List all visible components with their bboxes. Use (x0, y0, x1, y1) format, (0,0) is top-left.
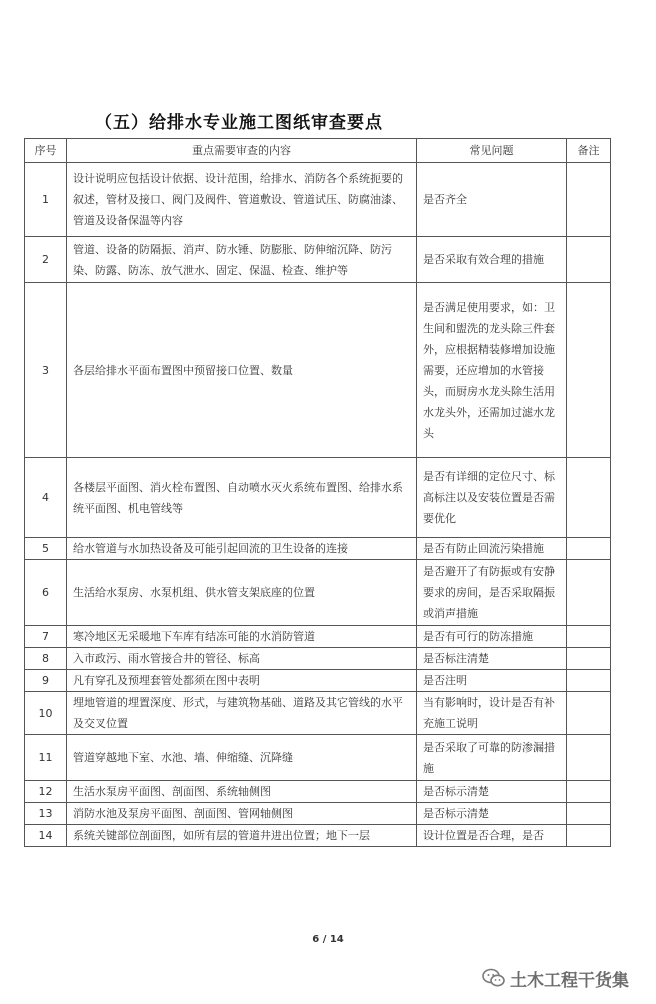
table-body (25, 163, 611, 847)
row-issue: 是否采取有效合理的措施 (417, 237, 567, 283)
row-content: 生活给水泵房、水泵机组、供水管支架底座的位置 (67, 560, 417, 626)
row-remark (567, 670, 611, 692)
header-issue: 常见问题 (417, 139, 567, 163)
row-number: 12 (25, 781, 67, 803)
row-content: 埋地管道的埋置深度、形式，与建筑物基础、道路及其它管线的水平及交叉位置 (67, 692, 417, 735)
table-row (25, 626, 611, 648)
table-row (25, 781, 611, 803)
row-number: 7 (25, 626, 67, 648)
row-number: 4 (25, 458, 67, 538)
table-row (25, 283, 611, 458)
table-row (25, 538, 611, 560)
row-number: 3 (25, 283, 67, 458)
row-issue: 是否避开了有防振或有安静要求的房间，是否采取隔振或消声措施 (417, 560, 567, 626)
section-title: （五）给排水专业施工图纸审查要点 (95, 113, 383, 133)
row-content: 管道穿越地下室、水池、墙、伸缩缝、沉降缝 (67, 735, 417, 781)
row-number: 11 (25, 735, 67, 781)
table-header-row (25, 139, 611, 163)
row-remark (567, 626, 611, 648)
row-content: 给水管道与水加热设备及可能引起回流的卫生设备的连接 (67, 538, 417, 560)
row-issue: 是否注明 (417, 670, 567, 692)
table-row (25, 648, 611, 670)
row-number: 1 (25, 163, 67, 237)
table-row (25, 458, 611, 538)
row-content: 设计说明应包括设计依据、设计范围，给排水、消防各个系统扼要的叙述，管材及接口、阀门及阀件、管道敷设、管道试压、防腐油漆、管道及设备保温等内容 (67, 163, 417, 237)
review-table (24, 138, 611, 847)
row-remark (567, 458, 611, 538)
row-content: 各楼层平面图、消火栓布置图、自动喷水灭火系统布置图、给排水系统平面图、机电管线等 (67, 458, 417, 538)
row-remark (567, 735, 611, 781)
row-issue: 是否采取了可靠的防渗漏措施 (417, 735, 567, 781)
row-content: 管道、设备的防隔振、消声、防水锤、防膨胀、防伸缩沉降、防污染、防露、防冻、放气泄水、固定、保温、检查、维护等 (67, 237, 417, 283)
row-number: 14 (25, 825, 67, 847)
row-content: 各层给排水平面布置图中预留接口位置、数量 (67, 283, 417, 458)
row-number: 13 (25, 803, 67, 825)
page-number: 6 / 14 (312, 934, 344, 945)
table-row (25, 560, 611, 626)
watermark (482, 966, 629, 990)
header-content: 重点需要审查的内容 (67, 139, 417, 163)
table-row (25, 163, 611, 237)
row-number: 10 (25, 692, 67, 735)
row-remark (567, 237, 611, 283)
row-content: 生活水泵房平面图、剖面图、系统轴侧图 (67, 781, 417, 803)
row-content: 凡有穿孔及预埋套管处都须在图中表明 (67, 670, 417, 692)
row-issue: 是否齐全 (417, 163, 567, 237)
table-row (25, 735, 611, 781)
row-number: 6 (25, 560, 67, 626)
row-issue: 是否有可行的防冻措施 (417, 626, 567, 648)
row-remark (567, 648, 611, 670)
row-remark (567, 283, 611, 458)
row-remark (567, 538, 611, 560)
header-remark: 备注 (567, 139, 611, 163)
row-number: 9 (25, 670, 67, 692)
row-issue: 是否有详细的定位尺寸、标高标注以及安装位置是否需要优化 (417, 458, 567, 538)
row-remark (567, 781, 611, 803)
table-row (25, 803, 611, 825)
row-content: 寒冷地区无采暖地下车库有结冻可能的水消防管道 (67, 626, 417, 648)
row-remark (567, 560, 611, 626)
header-num: 序号 (25, 139, 67, 163)
row-content: 消防水池及泵房平面图、剖面图、管网轴侧图 (67, 803, 417, 825)
row-number: 5 (25, 538, 67, 560)
table-row (25, 825, 611, 847)
row-number: 2 (25, 237, 67, 283)
row-number: 8 (25, 648, 67, 670)
row-issue: 当有影响时，设计是否有补充施工说明 (417, 692, 567, 735)
row-issue: 设计位置是否合理，是否 (417, 825, 567, 847)
row-content: 入市政污、雨水管接合井的管径、标高 (67, 648, 417, 670)
row-content: 系统关键部位剖面图，如所有层的管道井进出位置；地下一层 (67, 825, 417, 847)
row-issue: 是否满足使用要求，如：卫生间和盥洗的龙头除三件套外，应根据精装修增加设施需要，还应增加的水管接头，而厨房水龙头除生活用水龙头外，还需加过滤水龙头 (417, 283, 567, 458)
row-remark (567, 825, 611, 847)
table-row (25, 237, 611, 283)
table-row (25, 692, 611, 735)
row-remark (567, 692, 611, 735)
table-row (25, 670, 611, 692)
row-remark (567, 163, 611, 237)
row-issue: 是否标示清楚 (417, 803, 567, 825)
wechat-icon (482, 967, 506, 989)
watermark-text: 土木工程干货集 (510, 970, 629, 991)
row-issue: 是否有防止回流污染措施 (417, 538, 567, 560)
row-remark (567, 803, 611, 825)
row-issue: 是否标示清楚 (417, 781, 567, 803)
row-issue: 是否标注清楚 (417, 648, 567, 670)
